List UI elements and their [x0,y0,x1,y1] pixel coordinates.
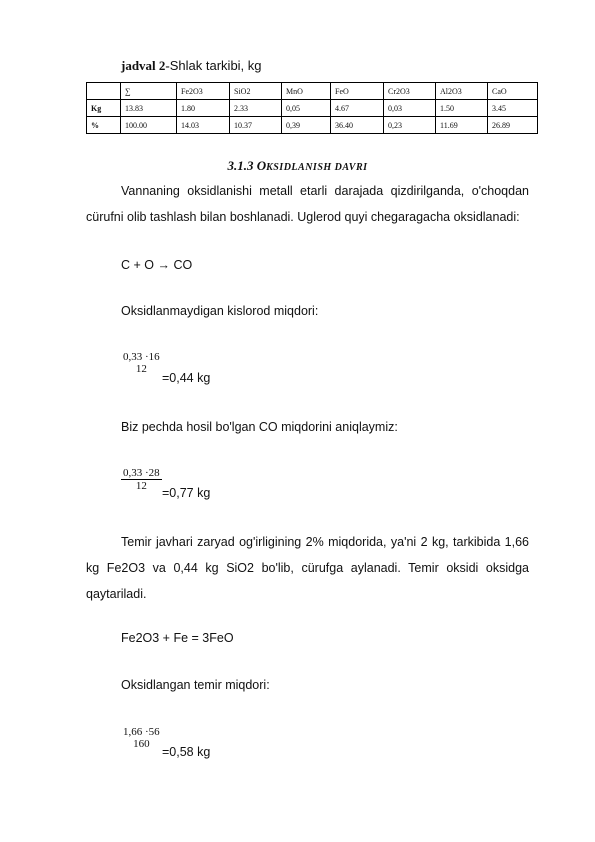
table-header-cell: CaO [488,83,538,100]
formula-result: =0,58 kg [162,745,211,759]
table-caption-label: jadval 2- [121,58,170,73]
formula-result: =0,77 kg [162,486,211,500]
section-title: KSIDLANISH DAVRI [266,162,368,173]
table-cell: 0,39 [282,117,331,134]
table-header-cell [87,83,121,100]
table-cell: 13.83 [121,100,177,117]
table-row-label: Kg [87,100,121,117]
formula-numerator: 0,33 ·16 [123,351,160,363]
section-heading [0,158,595,174]
section-number: 3.1.3 O [227,158,267,173]
table-row-label: % [87,117,121,134]
table-cell: 2.33 [230,100,282,117]
paragraph-oxidation-intro: Vannaning oksidlanishi metall etarli darajada qizdirilganda, o'choqdan cürufni olib tashlash bilan boshlanadi. Uglerod quyi chegaragacha oksidlanadi: [86,184,529,224]
formula-result: =0,44 kg [162,371,211,385]
table-cell: 4.67 [331,100,384,117]
paragraph-co-label: Biz pechda hosil bo'lgan CO miqdorini aniqlaymiz: [121,420,398,434]
table-header-cell: Fe2O3 [177,83,230,100]
table-cell: 0,03 [384,100,436,117]
table-header-cell: Cr2O3 [384,83,436,100]
table-cell: 10.37 [230,117,282,134]
table-header-row [87,83,538,100]
table-header-cell: Al2O3 [436,83,488,100]
equation-carbon-oxidation: C + O → CO [121,258,193,272]
formula-denominator: 12 [135,480,147,492]
formula-numerator: 0,33 ·28 [123,467,160,479]
formula-denominator: 12 [135,363,147,375]
table-header-cell: FeO [331,83,384,100]
table-cell: 3.45 [488,100,538,117]
table-cell: 0,05 [282,100,331,117]
table-cell: 1.80 [177,100,230,117]
table-cell: 11.69 [436,117,488,134]
table-cell: 26.89 [488,117,538,134]
table-cell: 14.03 [177,117,230,134]
formula-numerator: 1,66 ·56 [123,726,160,738]
paragraph-iron-ore: Temir javhari zaryad og'irligining 2% miqdorida, ya'ni 2 kg, tarkibida 1,66 kg Fe2O3 va 0,44 kg SiO2 bo'lib, cürufga aylanadi. Temir oksidi oksidga qaytariladi. [86,535,529,601]
equation-iron-reduction: Fe2O3 + Fe = 3FeO [121,631,234,645]
table-header-cell: ∑ [121,83,177,100]
table-header-cell: MnO [282,83,331,100]
formula-co [121,467,162,492]
table-cell: 100.00 [121,117,177,134]
paragraph-oxygen-label: Oksidlanmaydigan kislorod miqdori: [121,304,319,318]
table-row [87,117,538,134]
paragraph-iron-label: Oksidlangan temir miqdori: [121,678,270,692]
slag-composition-table [86,82,538,134]
table-row [87,100,538,117]
table-cell: 36.40 [331,117,384,134]
table-caption [121,58,262,74]
table-cell: 0,23 [384,117,436,134]
table-header-cell: SiO2 [230,83,282,100]
formula-oxygen [121,351,162,375]
table-caption-text: Shlak tarkibi, kg [169,58,262,73]
formula-denominator: 160 [133,738,150,750]
formula-iron [121,726,162,750]
table-cell: 1.50 [436,100,488,117]
